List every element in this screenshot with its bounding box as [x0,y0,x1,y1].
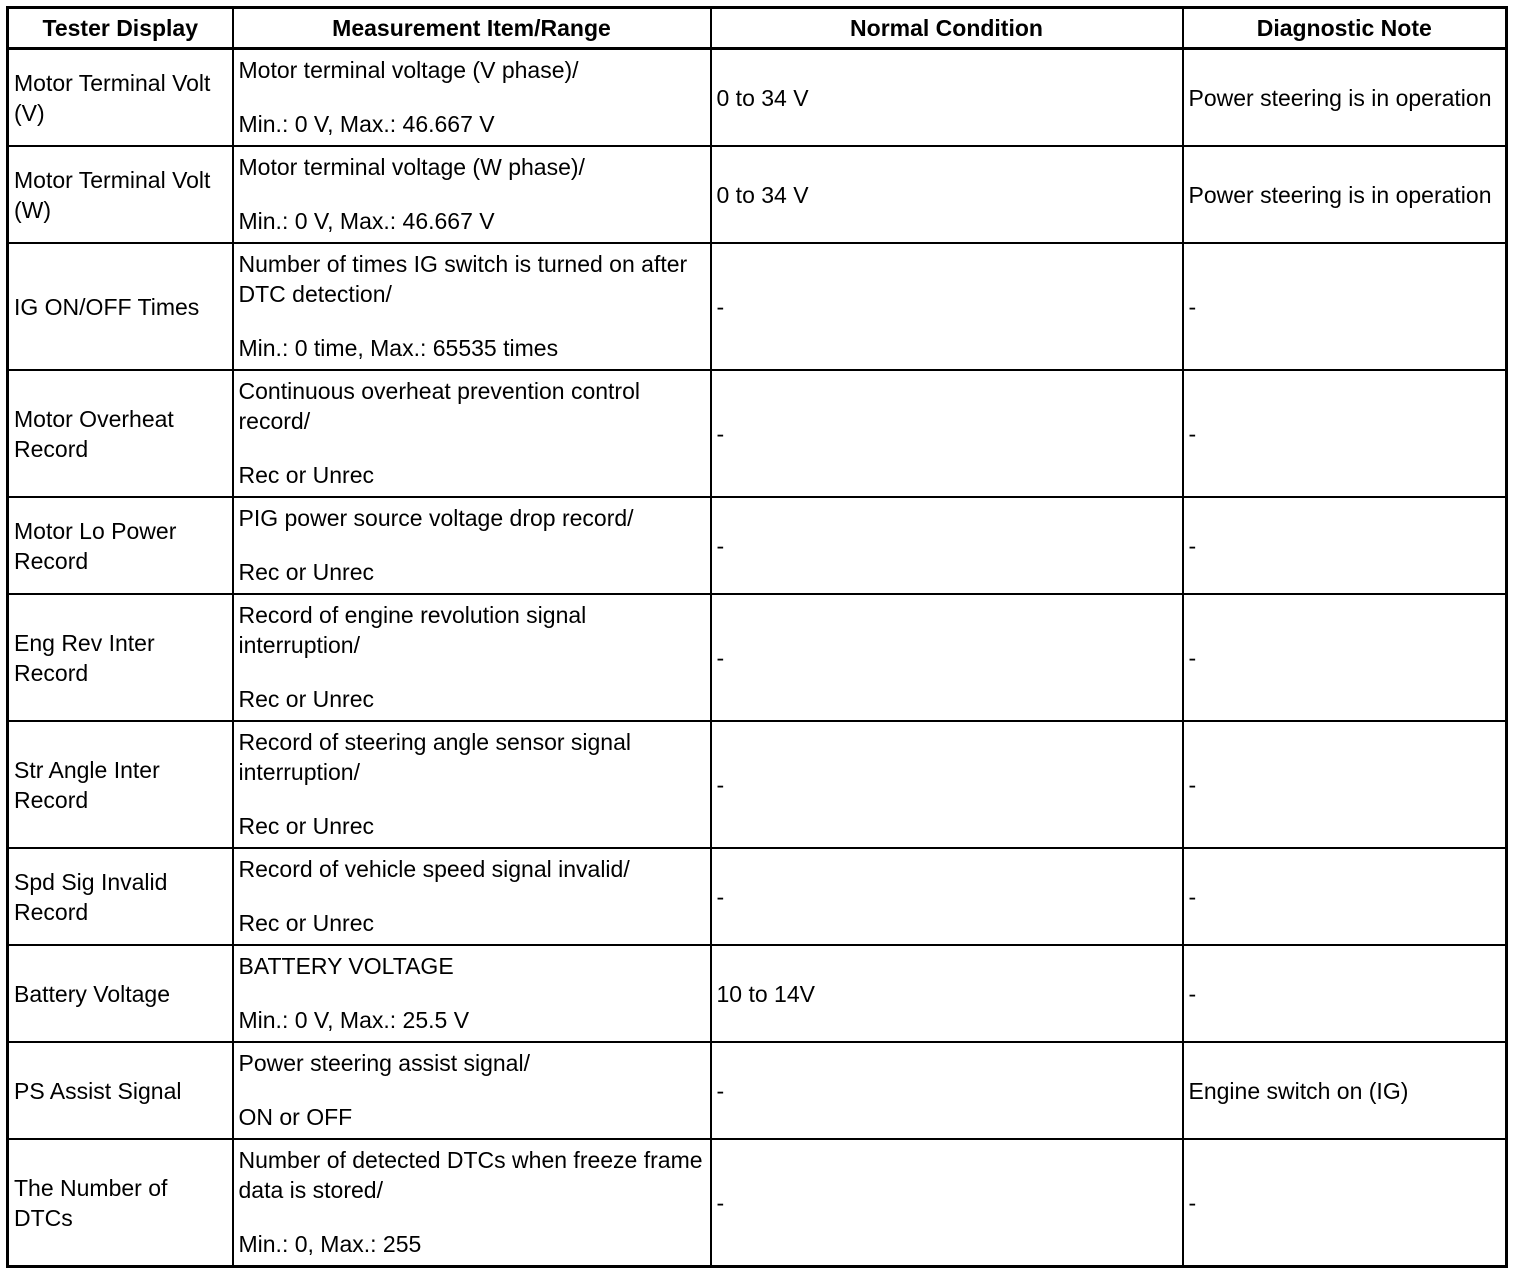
cell-tester-display: IG ON/OFF Times [8,243,233,370]
cell-tester-display: Motor Terminal Volt (W) [8,146,233,243]
measurement-description: Continuous overheat prevention control record/ [238,378,640,434]
cell-diagnostic-note: - [1183,1139,1507,1267]
measurement-description: Record of steering angle sensor signal interruption/ [238,729,632,785]
cell-normal-condition: - [711,848,1183,945]
table-row [8,848,1507,945]
measurement-description: Record of vehicle speed signal invalid/ [238,856,630,882]
measurement-range: Min.: 0 V, Max.: 46.667 V [238,208,495,234]
cell-normal-condition: 0 to 34 V [711,49,1183,147]
cell-diagnostic-note: Power steering is in operation [1183,146,1507,243]
cell-tester-display: Spd Sig Invalid Record [8,848,233,945]
header-measurement-item-range: Measurement Item/Range [233,8,711,49]
table-row [8,146,1507,243]
cell-measurement [233,721,711,848]
cell-diagnostic-note: - [1183,497,1507,594]
cell-tester-display: Motor Overheat Record [8,370,233,497]
cell-diagnostic-note: - [1183,848,1507,945]
cell-tester-display: Motor Lo Power Record [8,497,233,594]
cell-measurement [233,497,711,594]
measurement-range: Min.: 0 time, Max.: 65535 times [238,335,559,361]
cell-normal-condition: - [711,1139,1183,1267]
cell-measurement [233,594,711,721]
measurement-range: Rec or Unrec [238,813,374,839]
cell-measurement [233,370,711,497]
cell-diagnostic-note: - [1183,243,1507,370]
measurement-description: Record of engine revolution signal interruption/ [238,602,587,658]
cell-normal-condition: - [711,497,1183,594]
table-row [8,497,1507,594]
cell-normal-condition: 0 to 34 V [711,146,1183,243]
header-diagnostic-note: Diagnostic Note [1183,8,1507,49]
measurement-range: Rec or Unrec [238,686,374,712]
cell-measurement [233,1042,711,1139]
measurement-description: BATTERY VOLTAGE [238,953,454,979]
table-row [8,594,1507,721]
measurement-range: Rec or Unrec [238,462,374,488]
data-list-table [6,6,1508,1268]
cell-diagnostic-note: Engine switch on (IG) [1183,1042,1507,1139]
measurement-description: Motor terminal voltage (V phase)/ [238,57,579,83]
cell-diagnostic-note: - [1183,945,1507,1042]
header-tester-display: Tester Display [8,8,233,49]
table-row [8,1042,1507,1139]
cell-measurement [233,848,711,945]
header-normal-condition: Normal Condition [711,8,1183,49]
measurement-description: Power steering assist signal/ [238,1050,530,1076]
cell-diagnostic-note: - [1183,594,1507,721]
cell-measurement [233,49,711,147]
measurement-range: Rec or Unrec [238,910,374,936]
cell-diagnostic-note: - [1183,721,1507,848]
measurement-range: Min.: 0 V, Max.: 25.5 V [238,1007,470,1033]
cell-normal-condition: - [711,370,1183,497]
measurement-range: Min.: 0, Max.: 255 [238,1231,422,1257]
cell-measurement [233,146,711,243]
table-row [8,370,1507,497]
cell-tester-display: Motor Terminal Volt (V) [8,49,233,147]
measurement-range: Min.: 0 V, Max.: 46.667 V [238,111,495,137]
header-row [8,8,1507,49]
measurement-range: Rec or Unrec [238,559,374,585]
cell-measurement [233,1139,711,1267]
measurement-description: Motor terminal voltage (W phase)/ [238,154,585,180]
cell-diagnostic-note: Power steering is in operation [1183,49,1507,147]
cell-normal-condition: - [711,1042,1183,1139]
cell-normal-condition: - [711,594,1183,721]
measurement-range: ON or OFF [238,1104,353,1130]
cell-normal-condition: - [711,721,1183,848]
cell-normal-condition: - [711,243,1183,370]
measurement-description: Number of detected DTCs when freeze frame data is stored/ [238,1147,703,1203]
table-row [8,721,1507,848]
cell-tester-display: Str Angle Inter Record [8,721,233,848]
cell-tester-display: PS Assist Signal [8,1042,233,1139]
cell-tester-display: Battery Voltage [8,945,233,1042]
table-row [8,1139,1507,1267]
cell-tester-display: The Number of DTCs [8,1139,233,1267]
cell-measurement [233,945,711,1042]
cell-diagnostic-note: - [1183,370,1507,497]
measurement-description: Number of times IG switch is turned on after DTC detection/ [238,251,688,307]
table-row [8,243,1507,370]
table-row [8,49,1507,147]
table-row [8,945,1507,1042]
cell-normal-condition: 10 to 14V [711,945,1183,1042]
cell-measurement [233,243,711,370]
measurement-description: PIG power source voltage drop record/ [238,505,634,531]
cell-tester-display: Eng Rev Inter Record [8,594,233,721]
